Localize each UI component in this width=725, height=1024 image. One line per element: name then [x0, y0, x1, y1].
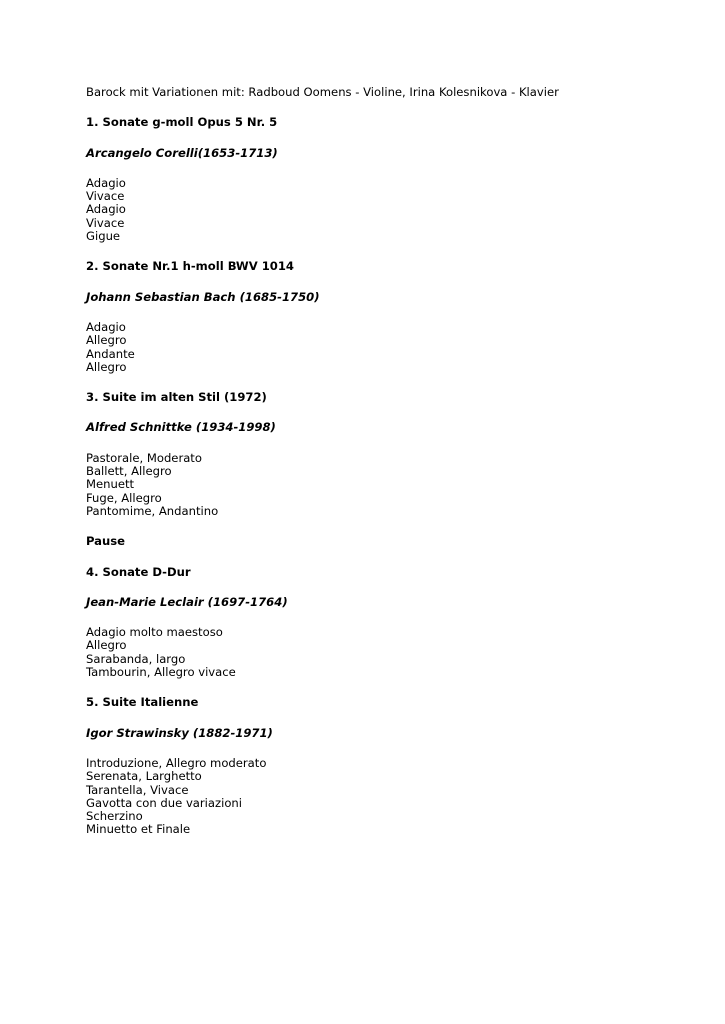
composer: Alfred Schnittke (1934-1998)	[86, 420, 276, 435]
movement: Pantomime, Andantino	[86, 503, 219, 518]
movement-list	[86, 321, 686, 374]
work-3	[86, 391, 686, 518]
movement-list	[86, 177, 686, 243]
work-title: 5. Suite Italienne	[86, 695, 199, 710]
movement: Gigue	[86, 229, 121, 244]
movement-list	[86, 757, 686, 837]
movement: Scherzino	[86, 809, 143, 824]
composer: Arcangelo Corelli(1653-1713)	[86, 145, 278, 160]
movement: Adagio	[86, 202, 126, 217]
movement: Minuetto et Finale	[86, 822, 191, 837]
movement-list	[86, 452, 686, 518]
work-title: 3. Suite im alten Stil (1972)	[86, 390, 267, 405]
movement: Pastorale, Moderato	[86, 450, 202, 465]
movement: Tarantella, Vivace	[86, 782, 189, 797]
work-title: 2. Sonate Nr.1 h-moll BWV 1014	[86, 259, 294, 274]
work-title: 1. Sonate g-moll Opus 5 Nr. 5	[86, 115, 278, 130]
movement: Adagio molto maestoso	[86, 625, 223, 640]
movement: Allegro	[86, 333, 127, 348]
work-5	[86, 696, 686, 836]
movement-list	[86, 626, 686, 679]
movement: Gavotta con due variazioni	[86, 795, 242, 810]
movement: Fuge, Allegro	[86, 490, 162, 505]
movement: Vivace	[86, 189, 125, 204]
movement: Allegro	[86, 638, 127, 653]
movement: Andante	[86, 346, 135, 361]
movement: Vivace	[86, 215, 125, 230]
movement: Tambourin, Allegro vivace	[86, 665, 236, 680]
work-2	[86, 260, 686, 374]
movement: Sarabanda, largo	[86, 651, 186, 666]
movement: Menuett	[86, 477, 135, 492]
intermission-label: Pause	[86, 534, 126, 549]
movement: Adagio	[86, 175, 126, 190]
movement: Ballett, Allegro	[86, 464, 172, 479]
work-4	[86, 566, 686, 680]
movement: Introduzione, Allegro moderato	[86, 755, 267, 770]
composer: Johann Sebastian Bach (1685-1750)	[86, 289, 320, 304]
program-page	[86, 86, 686, 854]
movement: Serenata, Larghetto	[86, 769, 202, 784]
composer: Igor Strawinsky (1882-1971)	[86, 725, 273, 740]
movement: Allegro	[86, 359, 127, 374]
program-intro: Barock mit Variationen mit: Radboud Oomens - Violine, Irina Kolesnikova - Klavier	[86, 85, 559, 99]
work-title: 4. Sonate D-Dur	[86, 564, 191, 579]
composer: Jean-Marie Leclair (1697-1764)	[86, 594, 288, 609]
movement: Adagio	[86, 319, 126, 334]
work-1	[86, 116, 686, 243]
